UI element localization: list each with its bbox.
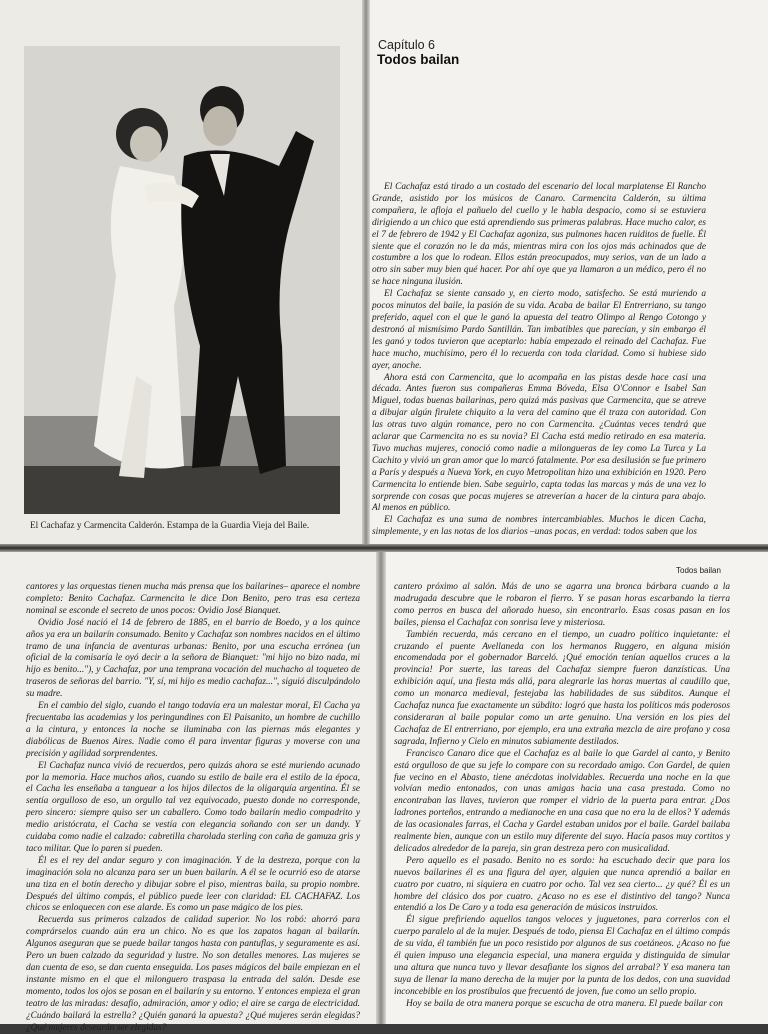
page-fold xyxy=(0,544,768,552)
paragraph: cantores y las orquestas tienen mucha más prensa que los bailarines– aparece el nombre completo: Benito Cachafaz. Carmencita le dice Don Benito, pero tras esa certeza nominal se esconde el secreto de unos pocos: Ovidio José Bianquet. xyxy=(26,582,360,616)
paragraph: El Cachafaz es una suma de nombres intercambiables. Muchos le dicen Cacha, simplemente, y en las notas de los diarios –unas pocas, en verdad: todos saben que los xyxy=(372,515,706,538)
paragraph: Hoy se baila de otra manera porque se escucha de otra manera. El puede bailar con xyxy=(406,998,723,1009)
paragraph: El Cachafaz nunca vivió de recuerdos, pero quizás ahora se esté muriendo acunado por la memoria. Hace muchos años, cuando su estilo de baile era el estilo de la época, el Cacha les enseñaba a tanguear a los hijos dilectos de la oligarquía argentina. Él se sentía orgulloso de eso, un orgullo tal vez equivocado, puesto donde no corresponde, pero sincero: siempre quiso ser un caballero. Como todo bailarín medio compadrito y medio aristócrata, el Cacha se vestía con elegancia soñando con ser un dandy. Y cuidaba como nadie el calzado: cabretilla charolada sterling con caña de gamuza gris y taco militar. Que lo paren si pueden. xyxy=(26,760,360,854)
top-right-body-text xyxy=(372,182,706,542)
paragraph: Francisco Canaro dice que el Cachafaz es al baile lo que Gardel al canto, y Benito está orgulloso de que su jefe lo compare con su recordado amigo. Con Gardel, de quien fue vecino en el Abasto, tiene anécdotas inolvidables. Recuerda una noche en la que volvían medio entonados, con unas amigas hacia una casa prestada. Como no encontraban las llaves, tuvieron que romper el vidrio de la puerta para entrar. ¿Dos ladrones porteños, entrando a medianoche en una casa que no era la de ellos? Y además de las ocasionales farras, el Cacha y Gardel estaban unidos por el baile. Gardel bailaba realmente bien, aunque con un estilo muy diferente del suyo. Hacía pasos muy cortitos y delicados alrededor de la pareja, sin gran destreza pero con musicalidad. xyxy=(394,748,730,854)
paragraph: cantero próximo al salón. Más de uno se agarra una bronca bárbara cuando a la madrugada descubre que le robaron el fierro. Y se pasan horas escarbando la tierra como perros en busca del añorado hueso, sin encontrarlo. Esas cosas pasan en los bailes, piensa el Cachafaz con sonrisa leve y misteriosa. xyxy=(394,582,730,628)
paragraph: Ovidio José nació el 14 de febrero de 1885, en el barrio de Boedo, y a los quince años ya era un bailarín consumado. Benito y Cachafaz son nombres nacidos en el último tramo de una infancia de aventuras urbanas: Benito, por una escucha errónea (un oficial de la comisaría le oyó decir a la señora de Bianquet: "mi hijo no bizo nada, mi hijo es benito..."), y Cachafaz, por una temprana vocación del muchacho al toqueteo de traseros de señoras del barrio. "Y, sí, mi hijo es medio cachafaz...", siguió disculpándolo su madre. xyxy=(26,617,360,700)
dancers-illustration xyxy=(24,46,340,514)
chapter-label: Capítulo 6 xyxy=(378,38,435,52)
paragraph: En el cambio del siglo, cuando el tango todavía era un malestar moral, El Cacha ya frecuentaba las academias y los peringundines con El Paisanito, un hombre de cuchillo a la cintura, y entonces la noche se iluminaba con las piernas más elegantes y diabólicas de Buenos Aires. Nadie como él para inventar figuras y moverse con una precisión y agilidad sorprendentes. xyxy=(26,701,360,759)
paragraph: El Cachafaz se siente cansado y, en cierto modo, satisfecho. Se está muriendo a pocos minutos del baile, la pasión de su vida. Acaba de bailar El Entrerriano, su tango preferido, aquel con el que le ganó la apuesta del teatro Olimpo al Rengo Cotongo y destronó al mismísimo Pardo Santillán. Tan imbatibles que parecían, y sin embargo él les ganó y todos tuvieron que aceptarlo: había empezado el reinado del Cachafaz. Fue hace mucho, muchísimo, pero él lo recuerda con toda claridad. Como si hubiese sido ayer, anoche. xyxy=(372,289,706,371)
photo-caption: El Cachafaz y Carmencita Calderón. Estampa de la Guardia Vieja del Baile. xyxy=(30,520,310,530)
paragraph: Él es el rey del andar seguro y con imaginación. Y de la destreza, porque con la imaginación sola no alcanza para ser un buen bailarín. A él se le ocurrió eso de atarse una tiza en el botín derecho y dibujar sobre el piso, mientras baila, su propio nombre. Después del último compás, el público puede leer con claridad: EL CACHAFAZ. Los chicos se enloquecen con ese alarde. Es como un pase mágico de los pies. xyxy=(26,855,360,914)
top-spine-shadow xyxy=(362,0,370,548)
paragraph: Ahora está con Carmencita, que lo acompaña en las pistas desde hace casi una década. Antes fueron sus compañeras Emma Bóveda, Elsa O'Connor e Isabel San Miguel, todas buenas bailarinas, pero quizá más pasivas que Carmencita, que se atreve a dibujar algún firulete chiquito a la vera del camino que él traza con autoridad. Con las otras tuvo algún romance, pero no con Carmencita. ¿Cuántas veces tendrá que aclarar que Carmencita no es su novia? El Cacha está medio retirado en esa materia. Tuvo muchas mujeres, conoció como nadie a milongueras de ley como La Turca y La Cachito y vivió un gran amor que lo marcó fatalmente. Por esa desilusión se fue primero a París y después a Nueva York, en cuyo Metropolitan hizo una exhibición en 1920. Pero Carmencita lo entiende bien. Sabe seguirlo, capta todas las marcas y más de una vez lo sorprende con cosas que pocas mujeres se atreverían a hacer de la cintura para abajo. Al menos en público. xyxy=(372,372,706,514)
bottom-left-body-text xyxy=(26,582,360,1033)
bottom-right-body-text xyxy=(394,582,730,1022)
dancers-photo xyxy=(24,46,340,514)
left-page-top xyxy=(0,0,366,548)
paragraph: Él sigue prefiriendo aquellos tangos veloces y juguetones, para correrlos con el cuerpo paralelo al de la mujer. Después de todo, piensa El Cachafaz en el último compás de su vida, él también fue un poco resistido por algunos de sus coetáneos. ¿Acaso no fue él quien impuso una elegancia especial, una manera erguida y distinguida de simular una altura que nunca tuvo y llevar desafiante los signos del arrabal? Y esa manera tan suya de llenar la mano derecha de la mujer por la punta de los dedos, con una suavidad inconcebible en los prostíbulos que frecuentó de joven, fue como un sello propio. xyxy=(394,915,730,997)
paragraph: El Cachafaz está tirado a un costado del escenario del local marplatense El Rancho Grande, asistido por los músicos de Canaro. Carmencita Calderón, su última compañera, le afloja el pañuelo del cuello y le habla despacio, como si se estuviera dirigiendo a un chico que está aprendiendo sus primeras palabras. Hace mucho calor, es el 7 de febrero de 1942 y El Cachafaz agoniza, sus pulmones hacen ruiditos de fuelle. Él siente que el corazón no le da más, mientras mira con los ojos más achinados que de costumbre a los que lo rodean. Ellos están preocupados, muy serios, van de un lado a otro sin saber muy bien qué hacer. Por ahí oye que ya llamaron a un médico, pero él no se hace ninguna ilusión. xyxy=(372,182,706,288)
paragraph: También recuerda, más cercano en el tiempo, un cuadro político inquietante: el cruzando el puente Avellaneda con los hermanos Ruggero, en alguna misión encomendada por el gobernador Barceló. ¡Qué emoción tenían aquellos cruces a la provincia! Por suerte, las tareas del Cachafaz siempre fueron danzísticas. Una exhibición aquí, una fiesta más allá, para alegrarle las horas muertas al caudillo que, como un monarca medieval, festejaba las habilidades de sus súbditos. Aunque el Cachafaz nunca fue exactamente un súbdito: logró que hasta los políticos más poderosos consideraran al baile popular como un arte genuino. Una versión en los pies del Cachafaz de El entrerriano, por ejemplo, era una extraña mezcla de aire profano y cosa sagrada, Infierno y Cielo en minutos sabiamente destilados. xyxy=(394,629,730,747)
running-head: Todos bailan xyxy=(676,566,721,575)
chapter-title: Todos bailan xyxy=(377,52,460,67)
bottom-spine-shadow xyxy=(376,548,386,1024)
paragraph: Pero aquello es el pasado. Benito no es sordo: ha escuchado decir que para los nuevos bailarines él es una figura del ayer, alguien que nunca aprendió a bailar en cuatro por cuatro, ni siquiera en cuatro por ocho. Tal vez sea cierto... ¿y qué? Él es un hombre del clásico dos por cuatro. ¿Acaso no es ese el distintivo del tango? Nunca entendió a los De Caro y a toda esa generación de músicos instruidos. xyxy=(394,855,730,914)
paragraph: Recuerda sus primeros calzados de calidad superior. No los robó: ahorró para comprárselos cuando aún era un chico. No es que los zapatos hagan al bailarín. Algunos aseguran que se puede bailar tangos hasta con pantuflas, y seguramente es así. Pero un buen calzado da seguridad y lustre. No son detalles menores. Las mujeres se dan cuenta de eso, se dan cuenta enseguida. Los pases mágicos del baile empiezan en el instante mismo en el que el milonguero traspasa la entrada del salón. Desde ese momento, todos los ojos se posan en el bailarín y su entorno. Y entonces empieza el gran teatro de las miradas: desafío, admiración, amor y odio; el aire se carga de electricidad. ¿Cuándo bailará la estrella? ¿Quién ganará la apuesta? ¿Qué mujeres serán elegidas? ¿Qué mujeres desearán ser elegidas? xyxy=(26,915,360,1033)
